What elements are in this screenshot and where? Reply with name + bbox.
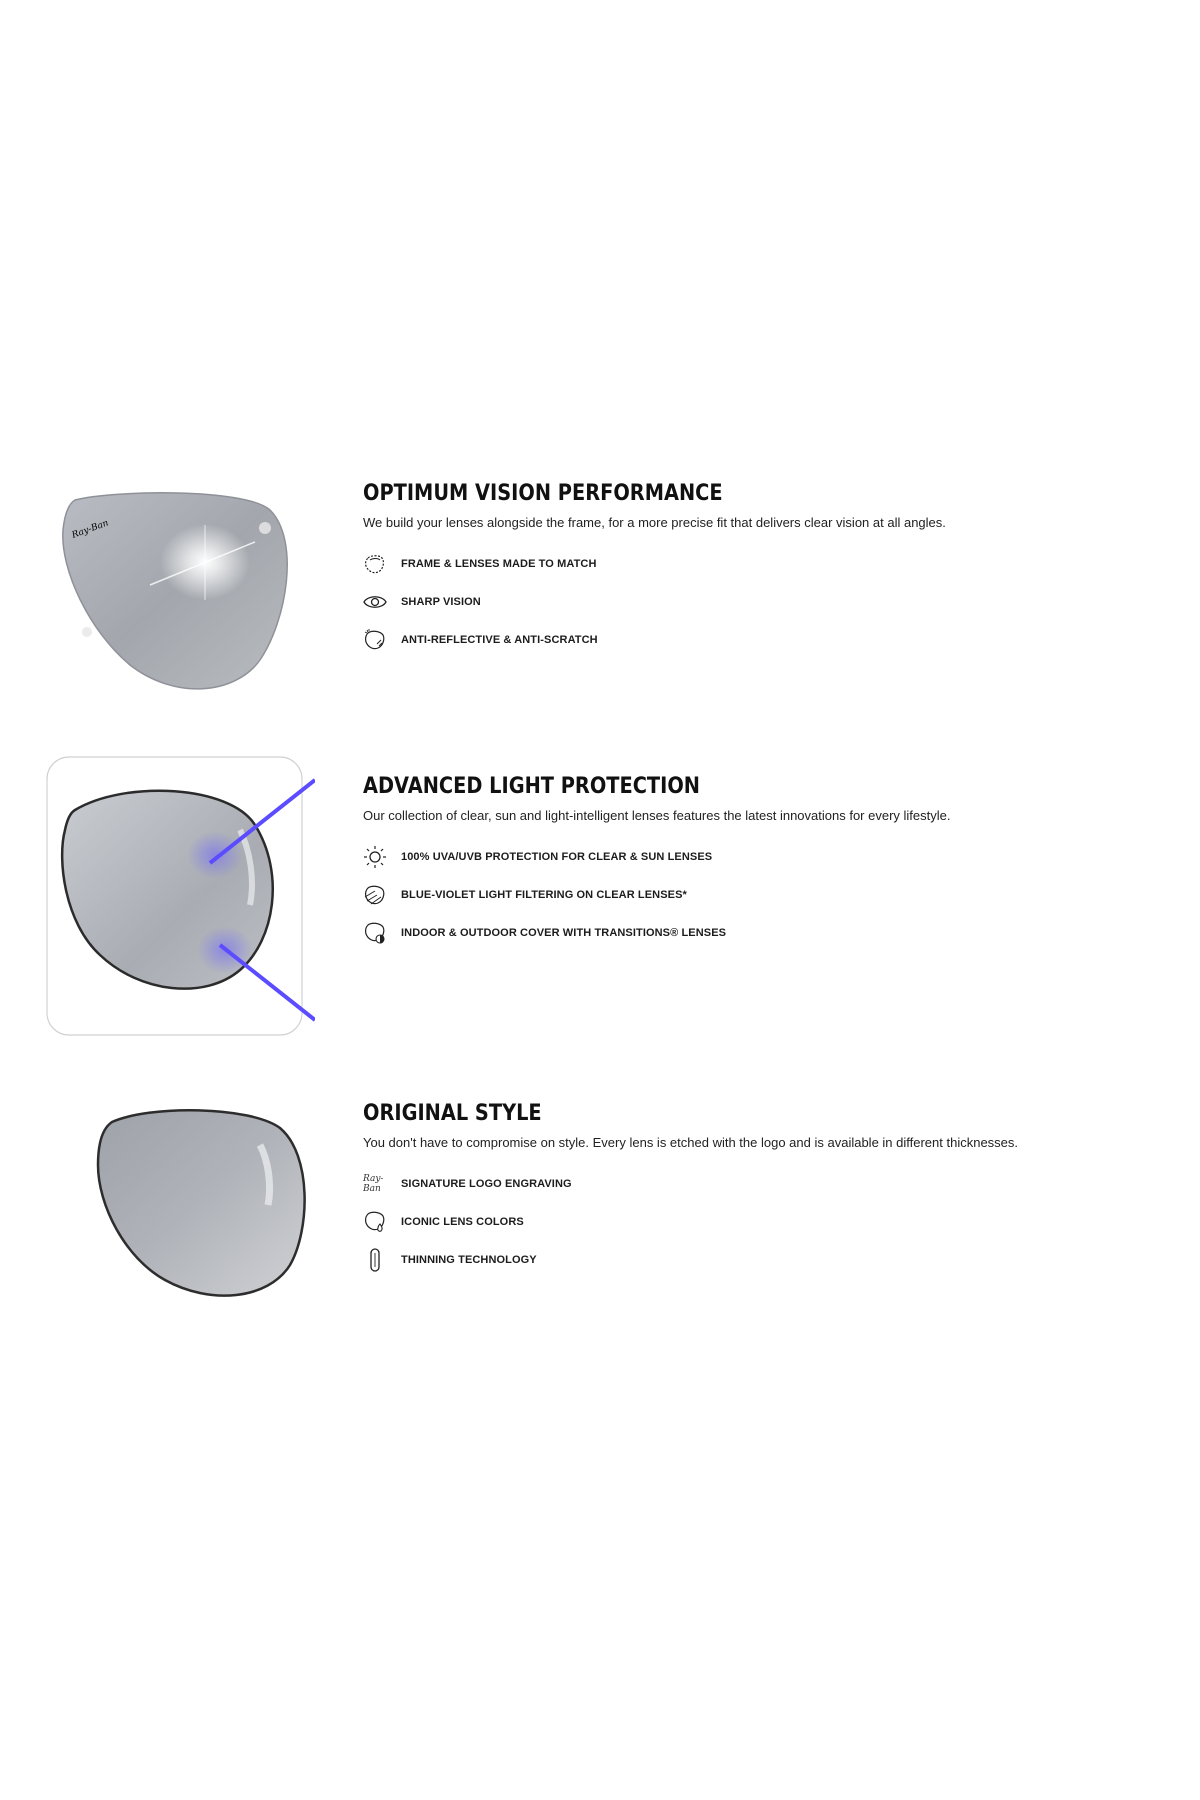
feature-item — [363, 921, 1163, 945]
feature-label: FRAME & LENSES MADE TO MATCH — [401, 558, 597, 570]
feature-list — [363, 1172, 1163, 1272]
sun-icon — [363, 845, 387, 869]
feature-label: ICONIC LENS COLORS — [401, 1216, 524, 1228]
feature-label: ANTI-REFLECTIVE & ANTI-SCRATCH — [401, 634, 598, 646]
feature-list — [363, 845, 1163, 945]
section-light-protection — [0, 755, 1200, 1055]
section-description: Our collection of clear, sun and light-intelligent lenses features the latest innovations for every lifestyle. — [363, 808, 951, 823]
style-text-column — [363, 1100, 1163, 1286]
vision-text-column — [363, 480, 1163, 666]
protection-text-column — [363, 773, 1163, 959]
feature-item — [363, 590, 1163, 614]
section-title: ORIGINAL STYLE — [363, 1101, 542, 1126]
blue-light-icon — [363, 883, 387, 907]
section-original-style — [0, 1100, 1200, 1330]
feature-label: BLUE-VIOLET LIGHT FILTERING ON CLEAR LENSES* — [401, 889, 687, 901]
section-vision-performance — [0, 470, 1200, 710]
section-title: ADVANCED LIGHT PROTECTION — [363, 774, 700, 799]
feature-label: 100% UVA/UVB PROTECTION FOR CLEAR & SUN LENSES — [401, 851, 713, 863]
feature-item — [363, 552, 1163, 576]
lens-blue-light-image — [45, 755, 315, 1040]
feature-item — [363, 883, 1163, 907]
lens-original-image — [90, 1100, 320, 1310]
feature-list — [363, 552, 1163, 652]
transitions-icon — [363, 921, 387, 945]
feature-label: SIGNATURE LOGO ENGRAVING — [401, 1178, 572, 1190]
svg-text:Ray-Ban: Ray-Ban — [70, 518, 110, 541]
feature-label: THINNING TECHNOLOGY — [401, 1254, 537, 1266]
lens-color-icon — [363, 1210, 387, 1234]
logo-engraving-icon — [363, 1172, 387, 1196]
section-description: You don't have to compromise on style. Every lens is etched with the logo and is available in different thicknesses. — [363, 1135, 1019, 1150]
rayban-logo-text: Ray-Ban — [363, 1174, 384, 1194]
feature-item — [363, 628, 1163, 652]
section-title: OPTIMUM VISION PERFORMANCE — [363, 481, 723, 506]
lens-glare-image — [55, 470, 315, 710]
feature-item — [363, 1210, 1163, 1234]
anti-scratch-icon — [363, 628, 387, 652]
feature-label: INDOOR & OUTDOOR COVER WITH TRANSITIONS® LENSES — [401, 927, 727, 939]
feature-label: SHARP VISION — [401, 596, 481, 608]
eye-icon — [363, 590, 387, 614]
section-description: We build your lenses alongside the frame, for a more precise fit that delivers clear vision at all angles. — [363, 515, 946, 530]
feature-item — [363, 1172, 1163, 1196]
feature-item — [363, 1248, 1163, 1272]
frame-lens-icon — [363, 552, 387, 576]
feature-item — [363, 845, 1163, 869]
thin-lens-icon — [363, 1248, 387, 1272]
